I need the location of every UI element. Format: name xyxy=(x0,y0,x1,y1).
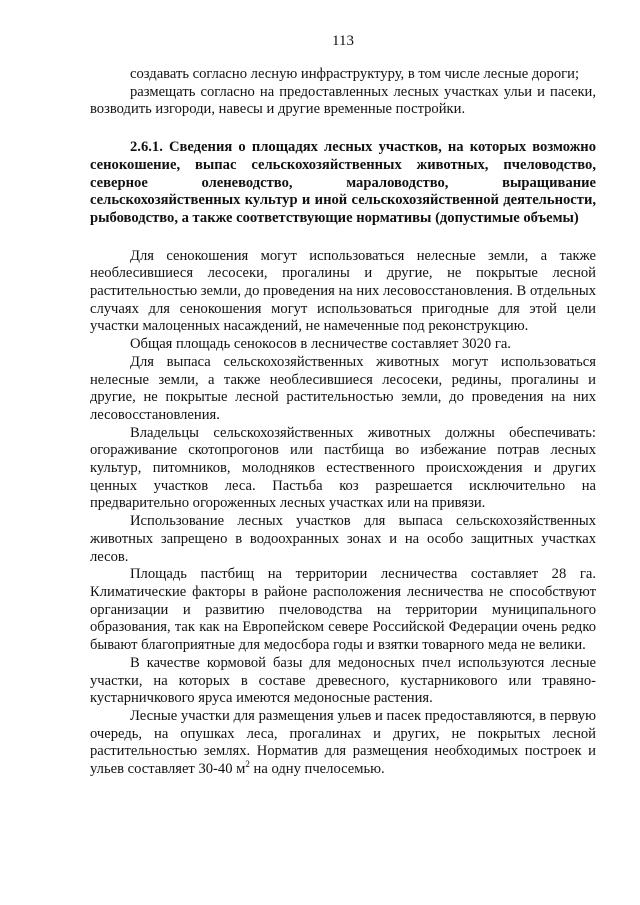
paragraph-forage-base: В качестве кормовой базы для медоносных пчел используются лесные участки, на которых в составе древесного, кустарникового или травяно-кустарничкового яруса имеются медоносные растения. xyxy=(90,654,596,707)
hive-norms-tail: на одну пчелосемью. xyxy=(249,761,385,778)
paragraph-infrastructure: создавать согласно лесную инфраструктуру, в том числе лесные дороги; xyxy=(130,66,579,82)
squared-superscript: 2 xyxy=(245,759,250,770)
paragraph-haymaking-area: Общая площадь сенокосов в лесничестве составляет 3020 га. xyxy=(130,336,511,353)
document-page xyxy=(90,32,596,779)
hive-norms-text: Лесные участки для размещения ульев и пасек предоставляются, в первую очередь, на опушках леса, прогалинах и других, не покрытых лесной растительностью землях. Норматив для размещения необходимых построек и ульев составляет 30-40 м xyxy=(90,707,596,778)
paragraph-haymaking: Для сенокошения могут использоваться нелесные земли, а также необлесившиеся лесосеки, прогалины и другие, не покрытые лесной растительностью земли, до проведения на них лесовосстановления. В отдельных случаях для сенокошения могут использоваться пригодные для этой цели участки малоценных насаждений, не намеченные под реконструкцию. xyxy=(90,247,596,335)
paragraph-grazing: Для выпаса сельскохозяйственных животных могут использоваться нелесные земли, а также необлесившиеся лесосеки, редины, прогалины и другие, не покрытые лесной растительностью земли, до проведения на них лесовосстановления. xyxy=(90,353,596,423)
paragraph-grazing-restrictions: Использование лесных участков для выпаса сельскохозяйственных животных запрещено в водоохранных зонах и на особо защитных участках лесов. xyxy=(90,513,596,565)
paragraph-livestock-owners: Владельцы сельскохозяйственных животных должны обеспечивать: огораживание скотопрогонов или пастбища во избежание потрав лесных культур, питомников, молодняков естественного происхождения и других ценных участков леса. Пастьба коз разрешается исключительно на предварительно огороженных лесных участках или на привязи. xyxy=(90,424,596,512)
paragraph-pasture-area: Площадь пастбищ на территории лесничества составляет 28 га. Климатические факторы в районе расположения лесничества не способствуют организации и развитию пчеловодства на территории муниципального образования, так как на Европейском севере Российской Федерации очень редко бывают благоприятные для медосбора годы и взятки товарного меда не велики. xyxy=(90,566,596,654)
paragraph-apiaries: размещать согласно на предоставленных лесных участках ульи и пасеки, возводить изгороди, навесы и другие временные постройки. xyxy=(90,83,596,118)
section-heading: 2.6.1. Сведения о площадях лесных участков, на которых возможно сенокошение, выпас сельскохозяйственных животных, пчеловодство, северное оленеводство, мараловодство, выращивание сельскохозяйственных культур и иной сельскохозяйственной деятельности, рыбоводство, а также соответствующие нормативы (допустимые объемы) xyxy=(90,139,596,226)
paragraph-hive-norms xyxy=(90,708,596,779)
page-number: 113 xyxy=(332,33,354,49)
